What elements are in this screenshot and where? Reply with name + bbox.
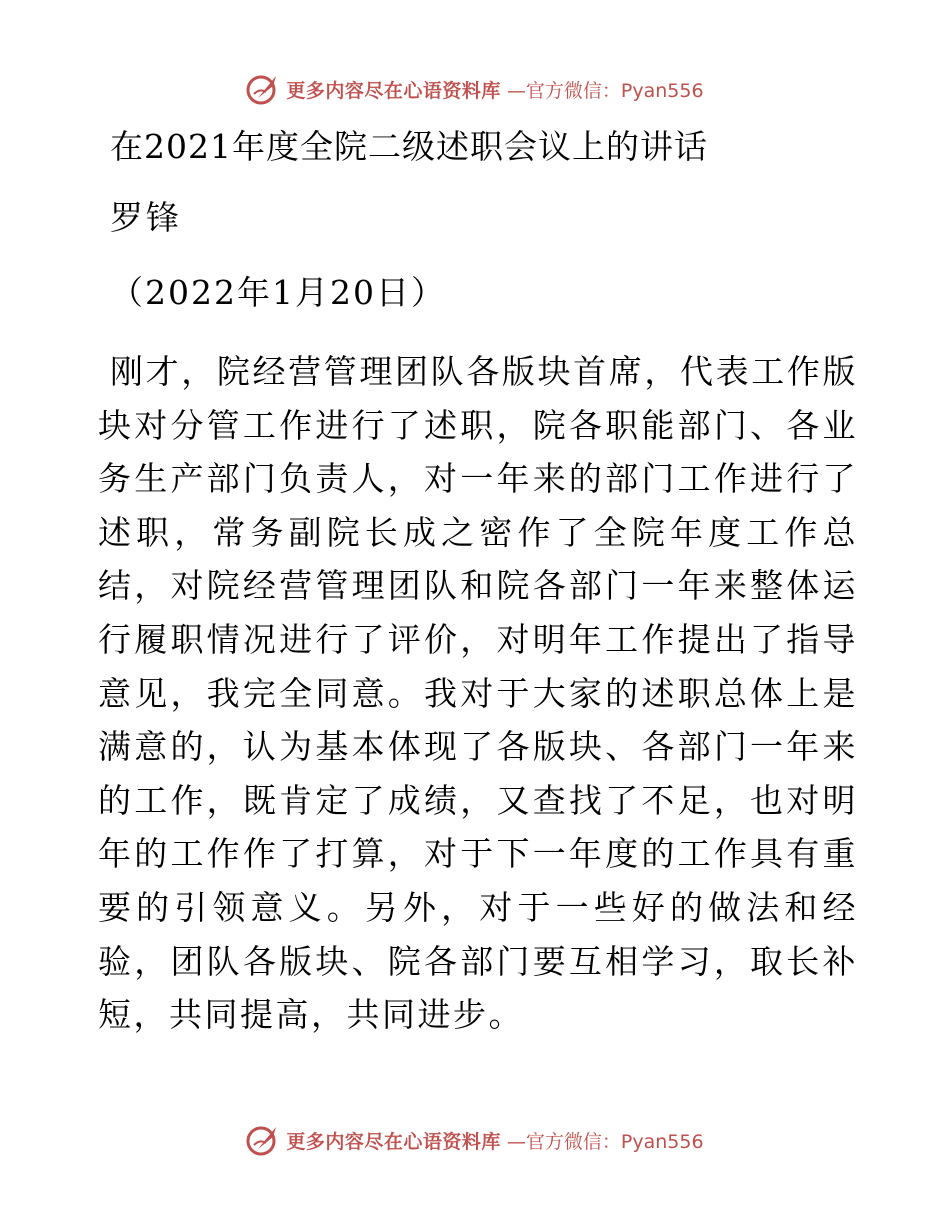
quill-logo-icon	[246, 1123, 280, 1157]
body-paragraph: 刚才，院经营管理团队各版块首席，代表工作版块对分管工作进行了述职，院各职能部门、各业务生产部门负责人，对一年来的部门工作进行了述职，常务副院长成之密作了全院年度工作总结，对院经营管理团队和院各部门一年来整体运行履职情况进行了评价，对明年工作提出了指导意见，我完全同意。我对于大家的述职总体上是满意的，认为基本体现了各版块、各部门一年来的工作，既肯定了成绩，又查找了不足，也对明年的工作作了打算，对于下一年度的工作具有重要的引领意义。另外，对于一些好的做法和经验，团队各版块、院各部门要互相学习，取长补短，共同提高，共同进步。	[98, 352, 858, 1035]
document-author: 罗锋	[110, 198, 182, 237]
footer-watermark	[0, 1123, 950, 1157]
watermark-text: 更多内容尽在心语资料库	[286, 79, 501, 102]
watermark-text: 更多内容尽在心语资料库	[286, 1130, 501, 1153]
quill-logo-icon	[246, 72, 280, 106]
document-date: （2022年1月20日）	[110, 273, 446, 312]
watermark-contact: —官方微信：Pyan556	[506, 79, 704, 102]
document-body	[98, 345, 858, 1042]
watermark-contact: —官方微信：Pyan556	[506, 1130, 704, 1153]
document-title: 在2021年度全院二级述职会议上的讲话	[110, 127, 708, 166]
header-watermark	[0, 72, 950, 106]
